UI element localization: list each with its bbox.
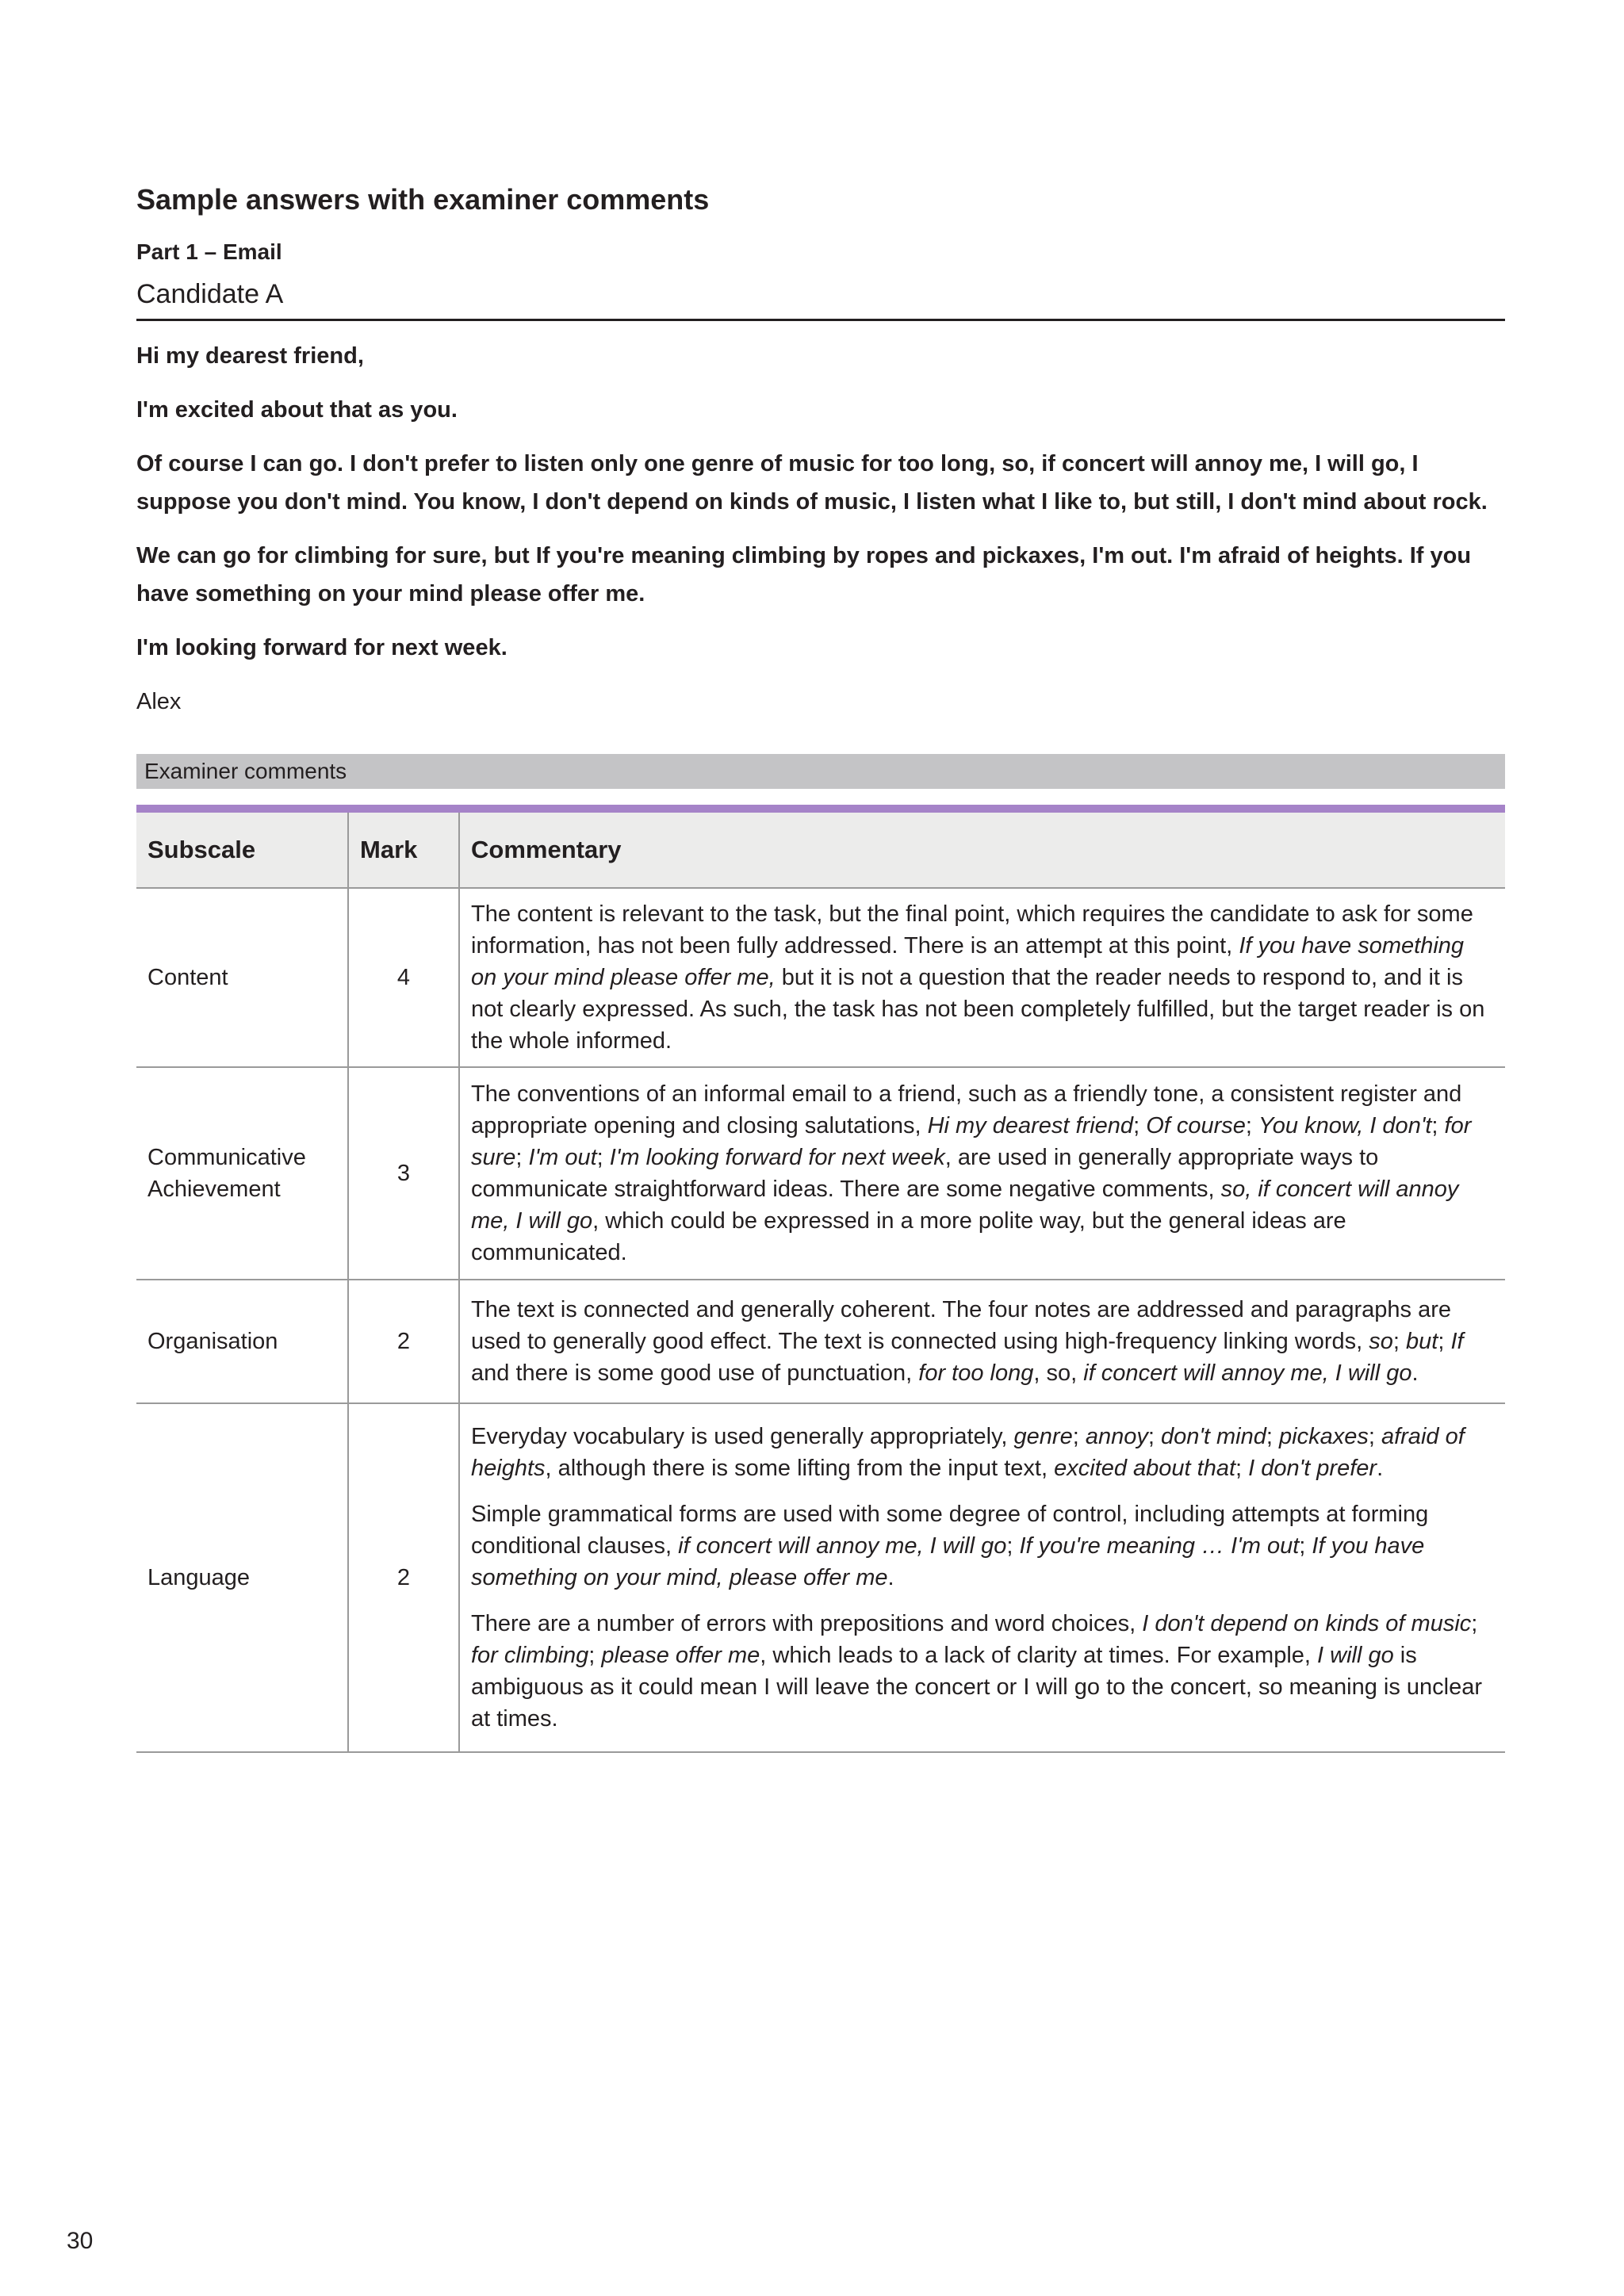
commentary-text: . [1377, 1456, 1384, 1481]
commentary-text: Everyday vocabulary is used generally appropriately, [471, 1424, 1014, 1449]
page-number: 30 [67, 2228, 94, 2254]
page-content [136, 181, 1505, 1753]
subscale-cell: Language [136, 1403, 348, 1752]
header-subscale: Subscale [136, 809, 348, 888]
commentary-text: , so, [1033, 1360, 1084, 1386]
commentary-quote: If you're meaning … I'm out [1019, 1533, 1300, 1559]
commentary-text: is ambiguous as it could mean I will leave the concert or I will go to the concert, so meaning is unclear at times. [471, 1643, 1483, 1732]
commentary-separator: ; [1471, 1611, 1478, 1636]
commentary-quote: if concert will annoy me, I will go [1083, 1360, 1412, 1386]
commentary-quote: for sure [471, 1113, 1472, 1170]
commentary-text: , which could be expressed in a more polite way, but the general ideas are communicated. [471, 1208, 1346, 1265]
mark-cell: 2 [348, 1403, 459, 1752]
commentary-text: The text is connected and generally coherent. The four notes are addressed and paragraphs are used to generally good effect. The text is connected using high-frequency linking words, [471, 1297, 1451, 1354]
commentary-paragraph [471, 1421, 1494, 1484]
commentary-cell [459, 1403, 1505, 1752]
mark-cell: 3 [348, 1067, 459, 1280]
email-greeting: Hi my dearest friend, [136, 343, 364, 369]
commentary-quote: If you have something on your mind please offer me, [471, 933, 1465, 990]
mark-cell: 4 [348, 888, 459, 1067]
commentary-text: , which leads to a lack of clarity at times. For example, [760, 1643, 1318, 1668]
commentary-separator: ; [1368, 1424, 1381, 1449]
examiner-comments-table [136, 805, 1505, 1753]
table-row [136, 1067, 1505, 1280]
table-row [136, 888, 1505, 1067]
email-signoff: Alex [136, 689, 182, 714]
commentary-text: . [887, 1565, 894, 1590]
commentary-cell [459, 1067, 1505, 1280]
commentary-separator: ; [1147, 1424, 1161, 1449]
subscale-cell: Communicative Achievement [136, 1067, 348, 1280]
commentary-text: The conventions of an informal email to a friend, such as a friendly tone, a consistent register and appropriate opening and closing salutations, [471, 1081, 1462, 1138]
commentary-quote: I will go [1317, 1643, 1394, 1668]
commentary-paragraph [471, 1608, 1494, 1735]
commentary-text: Simple grammatical forms are used with some degree of control, including attempts at forming conditional clauses, [471, 1502, 1429, 1559]
commentary-text: and there is some good use of punctuation, [471, 1360, 919, 1386]
commentary-quote: excited about that [1054, 1456, 1236, 1481]
candidate-label: Candidate A [136, 276, 1505, 321]
commentary-separator: ; [515, 1145, 529, 1170]
commentary-quote: but [1406, 1329, 1438, 1354]
commentary-separator: ; [1133, 1113, 1147, 1138]
commentary-quote: If [1450, 1329, 1464, 1354]
commentary-text: , are used in generally appropriate ways to communicate straightforward ideas. There are some negative comments, [471, 1145, 1379, 1202]
page-title: Sample answers with examiner comments [136, 183, 710, 216]
commentary-quote: genre [1013, 1424, 1073, 1449]
commentary-quote: You know, I don't [1258, 1113, 1432, 1138]
commentary-quote: for climbing [471, 1643, 589, 1668]
commentary-quote: afraid of heights [471, 1424, 1465, 1481]
commentary-text: . [1411, 1360, 1419, 1386]
section-subheading: Part 1 – Email [136, 239, 282, 264]
email-sample [136, 337, 1505, 721]
commentary-separator: ; [1266, 1424, 1280, 1449]
table-row [136, 1403, 1505, 1752]
commentary-text: , although there is some lifting from the input text, [545, 1456, 1055, 1481]
commentary-quote: Of course [1146, 1113, 1246, 1138]
email-paragraph-1: I'm excited about that as you. [136, 397, 458, 423]
commentary-cell [459, 888, 1505, 1067]
commentary-quote: I don't depend on kinds of music [1142, 1611, 1472, 1636]
email-paragraph-3: We can go for climbing for sure, but If you're meaning climbing by ropes and pickaxes, I'm out. I'm afraid of heights. If you have something on your mind please offer me. [136, 543, 1472, 607]
commentary-text: There are a number of errors with prepositions and word choices, [471, 1611, 1143, 1636]
commentary-quote: don't mind [1160, 1424, 1266, 1449]
commentary-separator: ; [1072, 1424, 1086, 1449]
mark-cell: 2 [348, 1280, 459, 1403]
commentary-quote: please offer me [601, 1643, 760, 1668]
commentary-separator: ; [1235, 1456, 1249, 1481]
table-header-row [136, 809, 1505, 888]
commentary-separator: ; [1299, 1533, 1312, 1559]
commentary-cell [459, 1280, 1505, 1403]
commentary-text: but it is not a question that the reader needs to respond to, and it is not clearly expressed. As such, the task has not been completely fulfilled, but the target reader is on the whole informed. [471, 965, 1485, 1054]
table-row [136, 1280, 1505, 1403]
commentary-quote: Hi my dearest friend [927, 1113, 1134, 1138]
commentary-text: The content is relevant to the task, but the final point, which requires the candidate to ask for some information, has not been fully addressed. There is an attempt at this point, [471, 901, 1473, 959]
commentary-separator: ; [1006, 1533, 1020, 1559]
commentary-quote: annoy [1085, 1424, 1148, 1449]
examiner-comments-bar: Examiner comments [136, 754, 1505, 789]
email-paragraph-4: I'm looking forward for next week. [136, 635, 508, 660]
commentary-quote: pickaxes [1279, 1424, 1369, 1449]
commentary-separator: ; [596, 1145, 610, 1170]
commentary-quote: I'm looking forward for next week [609, 1145, 945, 1170]
commentary-separator: ; [1245, 1113, 1259, 1138]
commentary-quote: I'm out [528, 1145, 597, 1170]
commentary-quote: so [1369, 1329, 1393, 1354]
commentary-separator: ; [1431, 1113, 1445, 1138]
commentary-separator: ; [588, 1643, 602, 1668]
header-commentary: Commentary [459, 809, 1505, 888]
subscale-cell: Organisation [136, 1280, 348, 1403]
header-mark: Mark [348, 809, 459, 888]
commentary-quote: I don't prefer [1248, 1456, 1377, 1481]
commentary-separator: ; [1438, 1329, 1451, 1354]
commentary-quote: if concert will annoy me, I will go [678, 1533, 1007, 1559]
commentary-separator: ; [1392, 1329, 1406, 1354]
email-paragraph-2: Of course I can go. I don't prefer to listen only one genre of music for too long, so, if concert will annoy me, I will go, I suppose you don't mind. You know, I don't depend on kinds of music, I listen what I like to, but still, I don't mind about rock. [136, 451, 1488, 515]
commentary-quote: If you have something on your mind, please offer me [471, 1533, 1425, 1590]
subscale-cell: Content [136, 888, 348, 1067]
commentary-quote: so, if concert will annoy me, I will go [471, 1177, 1459, 1234]
commentary-quote: for too long [918, 1360, 1034, 1386]
commentary-paragraph [471, 1498, 1494, 1594]
